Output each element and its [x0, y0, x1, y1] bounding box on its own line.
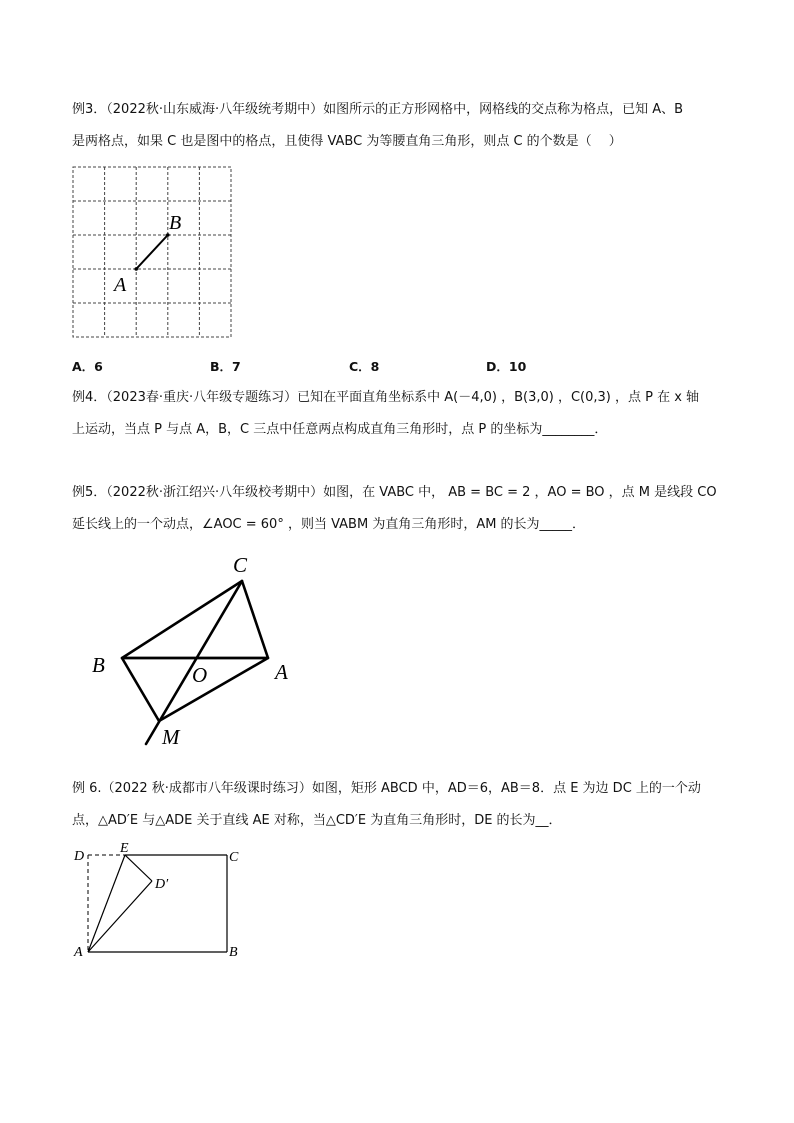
label-b: B — [169, 212, 182, 234]
ex6-question-line-1: 例 6.（2022 秋·成都市八年级课时练习）如图，矩形 ABCD 中，AD＝6，AB＝8．点 E 为边 DC 上的一个动 — [72, 781, 701, 796]
ex3-grid-figure — [70, 165, 235, 341]
point-a — [134, 267, 138, 271]
triangle-abc — [122, 581, 268, 658]
label-m: M — [162, 725, 180, 749]
label-d: D — [74, 849, 85, 864]
label-o: O — [192, 663, 208, 687]
ex5-question-line-2: 延长线上的一个动点，∠AOC = 60° ，则当 VABM 为直角三角形时，AM 的长为_____． — [72, 517, 586, 532]
label-a: A — [275, 660, 288, 684]
option-b: B．7 — [210, 359, 241, 374]
label-e: E — [120, 841, 129, 856]
label-d-prime: D′ — [155, 877, 169, 892]
line-ae — [88, 855, 125, 952]
label-c: C — [229, 850, 239, 865]
option-c: C．8 — [349, 359, 380, 374]
label-a: A — [114, 274, 127, 296]
segment-ed-prime — [125, 855, 152, 881]
ex6-rectangle-figure — [70, 840, 250, 965]
label-a: A — [74, 945, 83, 960]
segment-ab — [136, 235, 168, 269]
ex4-question-line-2: 上运动，当点 P 与点 A，B，C 三点中任意两点构成直角三角形时，点 P 的坐标为________． — [72, 422, 608, 437]
ex5-question-line-1: 例5．（2022秋·浙江绍兴·八年级校考期中）如图，在 VABC 中， AB = BC = 2 ，AO = BO ，点 M 是线段 CO — [72, 485, 717, 500]
label-c: C — [233, 553, 248, 577]
label-b: B — [229, 945, 238, 960]
label-b: B — [92, 653, 105, 677]
ex3-question-line-2: 是两格点，如果 C 也是图中的格点，且使得 VABC 为等腰直角三角形，则点 C 的个数是（ ） — [72, 134, 622, 149]
option-a: A．6 — [72, 359, 103, 374]
ex6-question-line-2: 点，△AD′E 与△ADE 关于直线 AE 对称，当△CD′E 为直角三角形时，DE 的长为__． — [72, 813, 562, 828]
ex5-triangle-figure — [85, 548, 305, 753]
option-d: D．10 — [486, 359, 527, 374]
segment-ad-prime — [88, 881, 152, 952]
ex3-question-line-1: 例3．（2022秋·山东威海·八年级统考期中）如图所示的正方形网格中，网格线的交点称为格点，已知 A、B — [72, 102, 684, 117]
ex4-question-line-1: 例4．（2023春·重庆·八年级专题练习）已知在平面直角坐标系中 A(－4,0) ，B(3,0) ，C(0,3) ，点 P 在 x 轴 — [72, 390, 700, 405]
